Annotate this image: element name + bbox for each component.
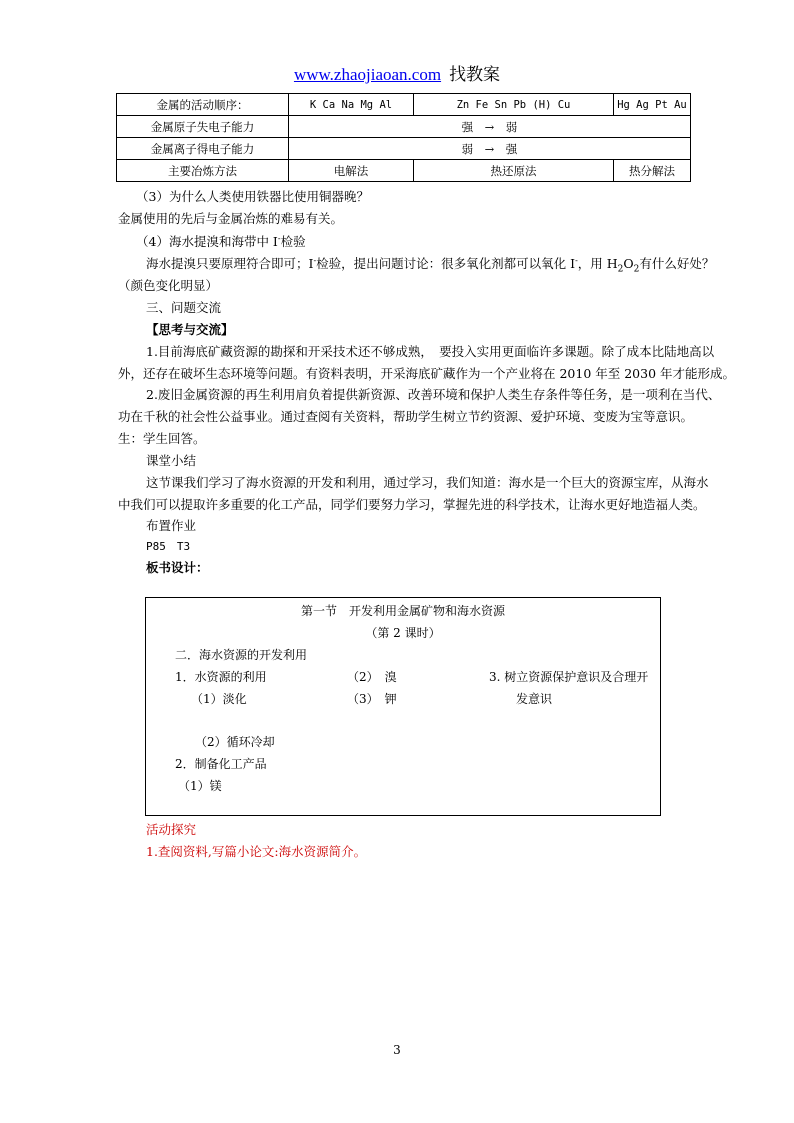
summary-text-cont: 中我们可以提取许多重要的化工产品，同学们要努力学习，掌握先进的科学技术，让海水更好地造福人类。 <box>118 497 706 512</box>
board-design-box <box>145 597 661 816</box>
page-number: 3 <box>393 1043 401 1057</box>
table-row <box>117 94 691 116</box>
board-subtitle: （第 2 课时） <box>365 626 441 640</box>
table-cell: 电解法 <box>289 160 414 182</box>
site-url-link[interactable]: www.zhaojiaoan.com <box>293 65 442 84</box>
paragraph-4-note: （颜色变化明显） <box>118 278 219 293</box>
question-3: （3）为什么人类使用铁器比使用铜器晚？ <box>136 189 369 204</box>
table-row <box>117 160 691 182</box>
table-row <box>117 138 691 160</box>
table-row <box>117 116 691 138</box>
table-cell: 金属的活动顺序： <box>117 94 289 116</box>
table-cell: 强 → 弱 <box>289 116 691 138</box>
table-cell: 金属原子失电子能力 <box>117 116 289 138</box>
p4-text: 海水提溴只要原理符合即可；I <box>146 256 314 271</box>
board-design-title: 板书设计： <box>146 560 209 575</box>
p4-subscript: 2 <box>633 264 640 275</box>
page-header <box>0 60 794 85</box>
board-item-1-1: （1）淡化 <box>191 692 247 706</box>
site-name: 找教案 <box>449 65 501 85</box>
student-response: 生：学生回答。 <box>118 431 206 446</box>
table-cell: K Ca Na Mg Al <box>289 94 414 116</box>
q4-text-end: 检验 <box>280 234 306 249</box>
p4-text: 有什么好处？ <box>639 256 715 271</box>
section-title: 三、问题交流 <box>146 300 222 315</box>
p4-text: O <box>623 256 634 271</box>
think-item-1: 1.目前海底矿藏资源的勘探和开采技术还不够成熟， 要投入实用更面临许多课题。除了成本比陆地高以 <box>146 344 715 359</box>
think-item-1-cont: 外，还存在破坏生态环境等问题。有资料表明，开采海底矿藏作为一个产业将在 2010 年至 2030 年才能形成。 <box>118 366 736 381</box>
p4-superscript: - <box>313 255 317 265</box>
board-item-3: 3. 树立资源保护意识及合理开 <box>489 670 649 684</box>
board-item-2: 2．制备化工产品 <box>175 757 267 771</box>
p4-text: ，用 H <box>577 256 618 271</box>
q4-superscript: - <box>277 233 281 243</box>
activity-item-1: 1.查阅资料,写篇小论文:海水资源简介。 <box>146 844 367 859</box>
homework-title: 布置作业 <box>146 518 197 533</box>
table-cell: 弱 → 强 <box>289 138 691 160</box>
table-cell: 主要冶炼方法 <box>117 160 289 182</box>
think-item-2-cont: 功在千秋的社会性公益事业。通过查阅有关资料，帮助学生树立节约资源、爱护环境、变废为宝等意识。 <box>118 409 694 424</box>
board-item-1: 1．水资源的利用 <box>175 670 267 684</box>
summary-text: 这节课我们学习了海水资源的开发和利用，通过学习，我们知道：海水是一个巨大的资源宝库，从海水 <box>146 475 709 490</box>
board-item-2-1: （1）镁 <box>178 779 222 793</box>
paragraph-4 <box>146 254 715 275</box>
p4-text: 检验，提出问题讨论：很多氧化剂都可以氧化 I <box>316 256 576 271</box>
board-item-3-cont: 发意识 <box>516 692 553 706</box>
board-item-potassium: （3） 钾 <box>347 692 397 706</box>
p4-superscript: - <box>575 255 578 265</box>
board-item-bromine: （2） 溴 <box>347 670 397 684</box>
board-item-1-2: （2）循环冷却 <box>195 735 275 749</box>
table-cell: Zn Fe Sn Pb (H) Cu <box>414 94 614 116</box>
answer-3: 金属使用的先后与金属冶炼的难易有关。 <box>118 211 344 226</box>
table-cell: 热还原法 <box>414 160 614 182</box>
homework: P85 T3 <box>146 540 191 553</box>
question-4 <box>136 232 306 250</box>
think-item-2: 2.废旧金属资源的再生利用肩负着提供新资源、改善环境和保护人类生存条件等任务，是一项利在当代、 <box>146 387 721 402</box>
p4-subscript: 2 <box>617 264 624 275</box>
table-cell: 金属离子得电子能力 <box>117 138 289 160</box>
activity-title: 活动探究 <box>146 822 197 837</box>
q4-text: （4）海水提溴和海带中 I <box>136 234 278 249</box>
board-heading: 二．海水资源的开发利用 <box>175 648 308 662</box>
think-title: 【思考与交流】 <box>146 322 234 337</box>
table-cell: 热分解法 <box>614 160 691 182</box>
summary-title: 课堂小结 <box>146 453 197 468</box>
metal-activity-table <box>116 93 691 182</box>
table-cell: Hg Ag Pt Au <box>614 94 691 116</box>
board-title: 第一节 开发利用金属矿物和海水资源 <box>300 604 505 618</box>
